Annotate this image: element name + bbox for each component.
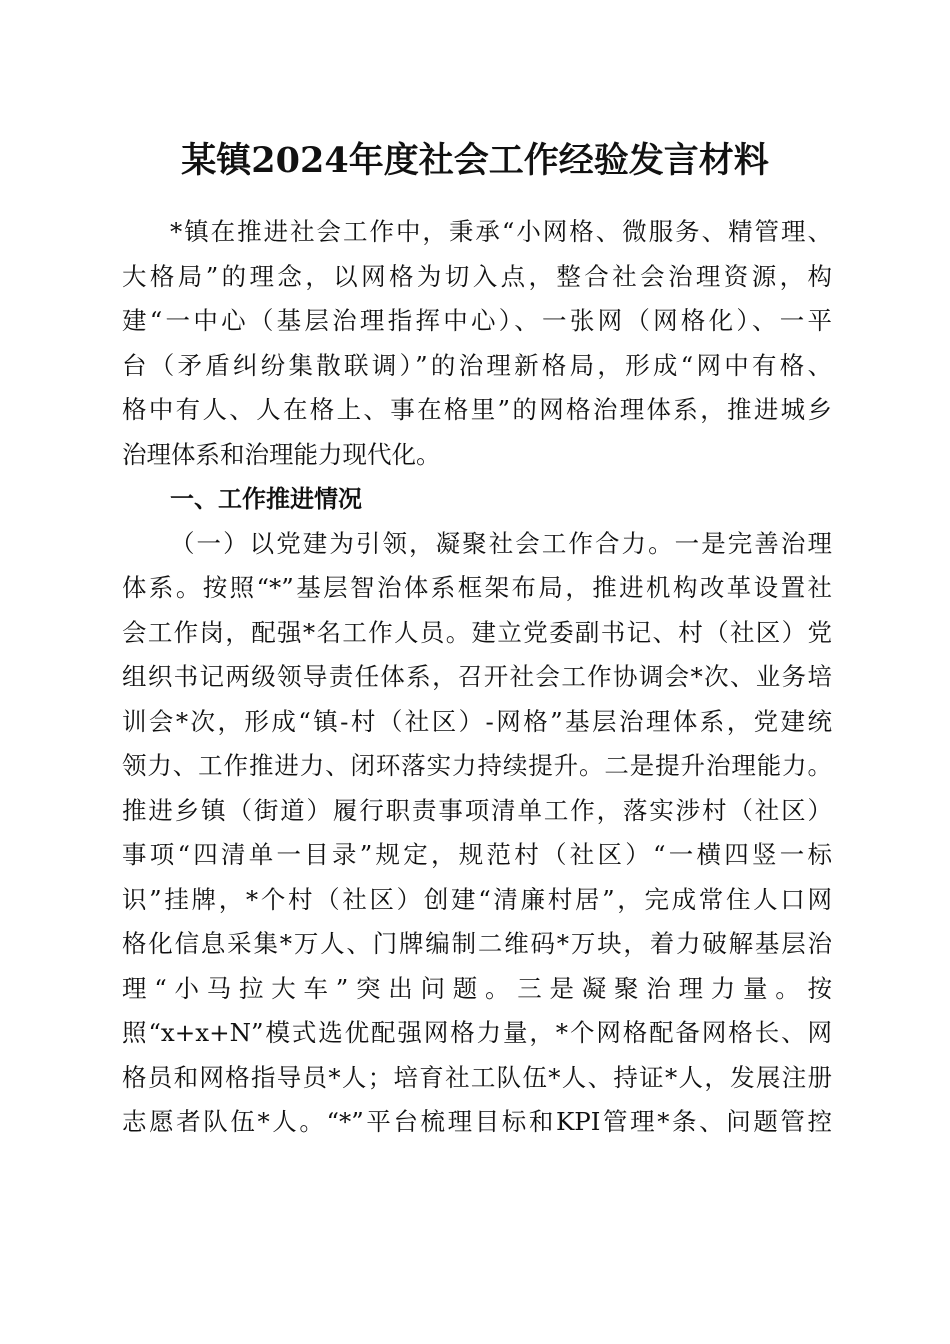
text-line: 识”挂牌，*个村（社区）创建“清廉村居”，完成常住人口网 [122,884,832,914]
text-line: 格化信息采集*万人、门牌编制二维码*万块，着力破解基层治 [122,929,832,958]
text-line: 事项“四清单一目录”规定，规范村（社区）“一横四竖一标 [122,840,832,869]
text-line: 大格局”的理念，以网格为切入点，整合社会治理资源，构 [122,261,832,291]
section-heading: 一、工作推进情况 [170,485,362,513]
text-line: （一）以党建为引领，凝聚社会工作合力。一是完善治理 [170,528,832,558]
text-line: 领力、工作推进力、闭环落实力持续提升。二是提升治理能力。 [122,751,832,780]
intro-paragraph [122,210,832,477]
text-line: *镇在推进社会工作中，秉承“小网格、微服务、精管理、 [170,217,832,246]
text-line: 治理体系和治理能力现代化。 [122,439,441,469]
text-line: 照“x+x+N”模式选优配强网格力量，*个网格配备网格长、网 [122,1018,832,1047]
text-line: 理“小马拉大车”突出问题。三是凝聚治理力量。按 [122,973,832,1003]
text-line: 推进乡镇（街道）履行职责事项清单工作，落实涉村（社区） [122,795,832,825]
document-body [122,210,832,1145]
text-line: 体系。按照“*”基层智治体系框架布局，推进机构改革设置社 [122,573,832,602]
text-line: 会工作岗，配强*名工作人员。建立党委副书记、村（社区）党 [122,617,832,647]
text-line: 建“一中心（基层治理指挥中心）、一张网（网格化）、一平 [122,306,832,335]
text-line: 台（矛盾纠纷集散联调）”的治理新格局，形成“网中有格、 [122,350,832,380]
text-line: 格中有人、人在格上、事在格里”的网格治理体系，推进城乡 [122,395,832,424]
text-line: 训会*次，形成“镇-村（社区）-网格”基层治理体系，党建统 [122,706,832,736]
document-title: 某镇2024年度社会工作经验发言材料 [181,140,769,181]
text-line: 志愿者队伍*人。“*”平台梳理目标和KPI管理*条、问题管控 [122,1107,832,1136]
text-line: 组织书记两级领导责任体系，召开社会工作协调会*次、业务培 [122,662,832,691]
text-line: 格员和网格指导员*人；培育社工队伍*人、持证*人，发展注册 [122,1062,832,1092]
section-paragraph [122,522,832,1145]
